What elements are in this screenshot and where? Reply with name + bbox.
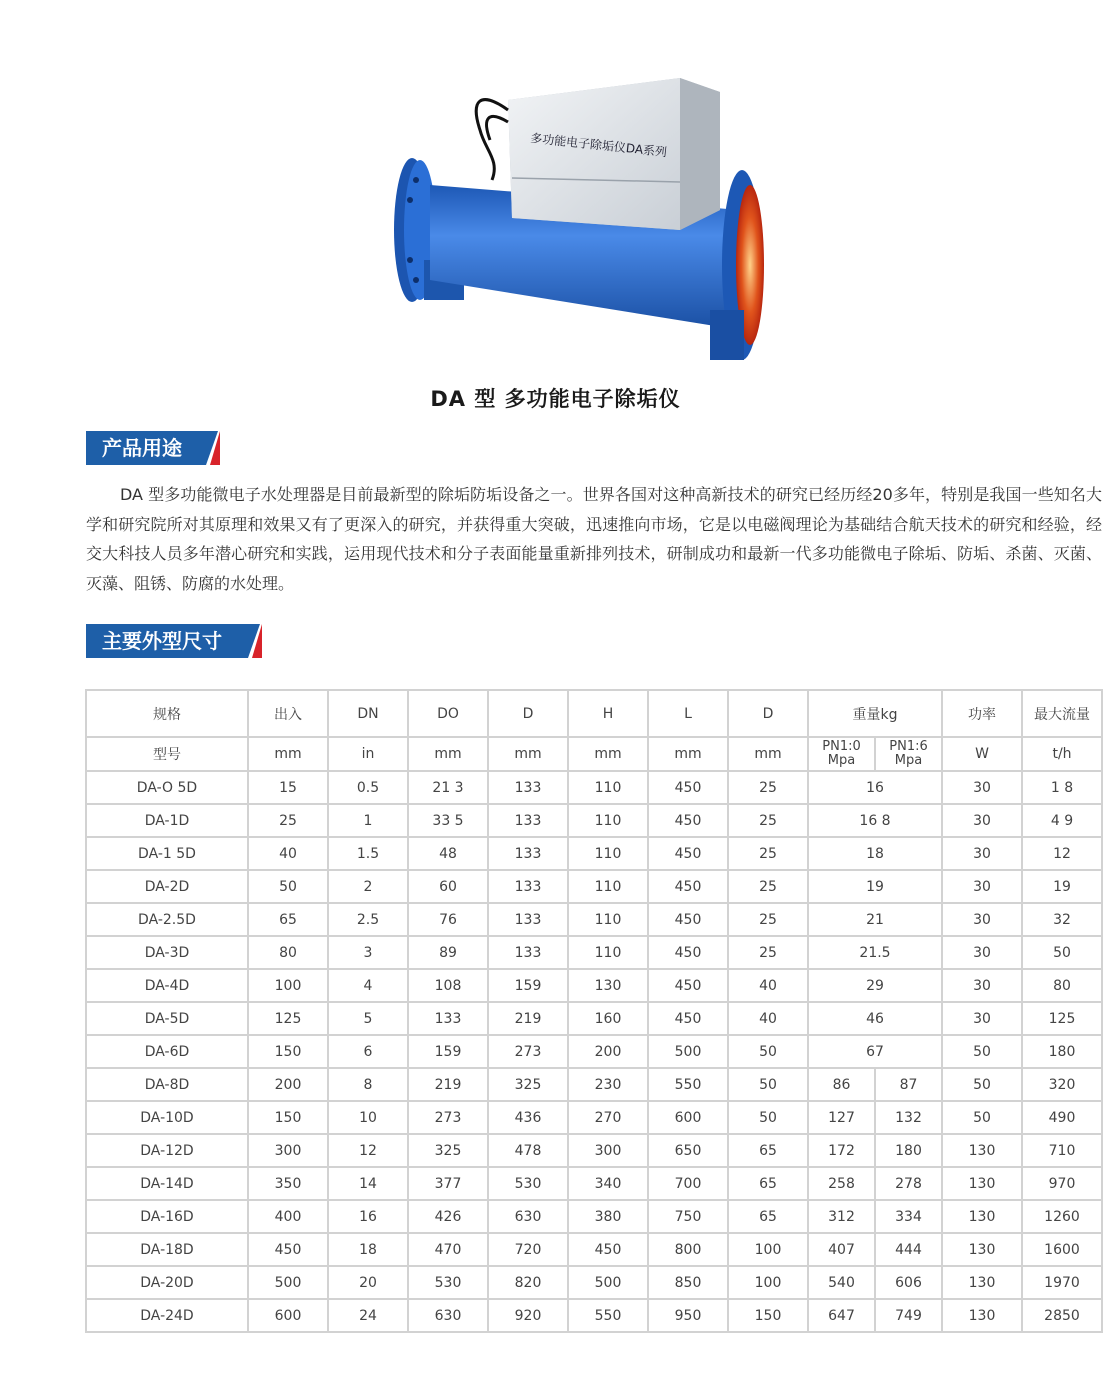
- unit-cell: in: [328, 737, 408, 771]
- header-cell: DN: [328, 690, 408, 737]
- model-cell: DA-24D: [86, 1299, 248, 1332]
- table-cell: 400: [248, 1200, 328, 1233]
- table-cell: 4: [328, 969, 408, 1002]
- model-cell: DA-6D: [86, 1035, 248, 1068]
- table-cell: 30: [942, 771, 1022, 804]
- table-cell: 700: [648, 1167, 728, 1200]
- table-cell: 160: [568, 1002, 648, 1035]
- table-cell: 159: [488, 969, 568, 1002]
- table-cell: 100: [248, 969, 328, 1002]
- product-caption: DA 型 多功能电子除垢仪: [430, 387, 681, 411]
- table-cell: 300: [248, 1134, 328, 1167]
- table-cell: 219: [488, 1002, 568, 1035]
- table-cell: 750: [648, 1200, 728, 1233]
- table-cell: 490: [1022, 1101, 1102, 1134]
- table-cell: 110: [568, 903, 648, 936]
- table-row: [86, 936, 1102, 969]
- table-cell: 450: [648, 870, 728, 903]
- weight-cell: 749: [875, 1299, 942, 1332]
- section-usage-header: [86, 431, 226, 465]
- table-cell: 436: [488, 1101, 568, 1134]
- table-row: [86, 903, 1102, 936]
- table-cell: 820: [488, 1266, 568, 1299]
- accent-red-stripe: [210, 431, 220, 465]
- table-cell: 32: [1022, 903, 1102, 936]
- table-cell: 500: [568, 1266, 648, 1299]
- table-cell: 270: [568, 1101, 648, 1134]
- weight-cell: 16: [808, 771, 942, 804]
- table-cell: 50: [248, 870, 328, 903]
- table-cell: 180: [1022, 1035, 1102, 1068]
- table-cell: 600: [248, 1299, 328, 1332]
- weight-cell: 127: [808, 1101, 875, 1134]
- table-cell: 600: [648, 1101, 728, 1134]
- table-cell: 25: [728, 870, 808, 903]
- table-cell: 133: [488, 936, 568, 969]
- table-cell: 65: [728, 1134, 808, 1167]
- model-cell: DA-10D: [86, 1101, 248, 1134]
- table-cell: 550: [648, 1068, 728, 1101]
- table-cell: 30: [942, 837, 1022, 870]
- table-cell: 450: [648, 936, 728, 969]
- table-cell: 150: [728, 1299, 808, 1332]
- table-row: [86, 1002, 1102, 1035]
- table-cell: 130: [942, 1200, 1022, 1233]
- table-row: [86, 837, 1102, 870]
- weight-cell: 19: [808, 870, 942, 903]
- table-cell: 50: [728, 1101, 808, 1134]
- weight-cell: 407: [808, 1233, 875, 1266]
- table-cell: 450: [648, 771, 728, 804]
- weight-cell: 278: [875, 1167, 942, 1200]
- product-box-label: 多功能电子除垢仪DA系列: [529, 131, 668, 160]
- table-cell: 125: [248, 1002, 328, 1035]
- table-cell: 80: [248, 936, 328, 969]
- section-dims-header: [86, 624, 266, 658]
- table-unit-row: [86, 737, 1102, 771]
- unit-cell: t/h: [1022, 737, 1102, 771]
- table-cell: 478: [488, 1134, 568, 1167]
- unit-cell: mm: [728, 737, 808, 771]
- table-row: [86, 1200, 1102, 1233]
- header-cell: H: [568, 690, 648, 737]
- header-cell-weight: 重量kg: [808, 690, 942, 737]
- weight-cell: 18: [808, 837, 942, 870]
- header-cell: D: [728, 690, 808, 737]
- section-dims-title: 主要外型尺寸: [86, 624, 248, 658]
- table-cell: 1: [328, 804, 408, 837]
- table-cell: 40: [248, 837, 328, 870]
- table-cell: 450: [648, 804, 728, 837]
- table-cell: 110: [568, 771, 648, 804]
- table-cell: 1260: [1022, 1200, 1102, 1233]
- table-row: [86, 771, 1102, 804]
- unit-cell: mm: [488, 737, 568, 771]
- table-cell: 50: [942, 1035, 1022, 1068]
- weight-cell: 87: [875, 1068, 942, 1101]
- table-cell: 50: [728, 1035, 808, 1068]
- table-cell: 500: [648, 1035, 728, 1068]
- table-cell: 18: [328, 1233, 408, 1266]
- table-cell: 89: [408, 936, 488, 969]
- header-cell: 最大流量: [1022, 690, 1102, 737]
- weight-cell: 540: [808, 1266, 875, 1299]
- table-row: [86, 1266, 1102, 1299]
- table-cell: 4 9: [1022, 804, 1102, 837]
- table-cell: 530: [408, 1266, 488, 1299]
- table-cell: 450: [648, 903, 728, 936]
- model-cell: DA-4D: [86, 969, 248, 1002]
- table-cell: 130: [942, 1134, 1022, 1167]
- unit-cell: mm: [248, 737, 328, 771]
- table-cell: 25: [248, 804, 328, 837]
- table-cell: 80: [1022, 969, 1102, 1002]
- header-cell: DO: [408, 690, 488, 737]
- model-cell: DA-18D: [86, 1233, 248, 1266]
- table-cell: 150: [248, 1101, 328, 1134]
- model-cell: DA-1 5D: [86, 837, 248, 870]
- weight-cell: 647: [808, 1299, 875, 1332]
- table-cell: 133: [408, 1002, 488, 1035]
- table-cell: 800: [648, 1233, 728, 1266]
- table-cell: 24: [328, 1299, 408, 1332]
- table-cell: 650: [648, 1134, 728, 1167]
- table-cell: 200: [248, 1068, 328, 1101]
- table-cell: 133: [488, 837, 568, 870]
- table-cell: 2: [328, 870, 408, 903]
- header-cell: L: [648, 690, 728, 737]
- weight-cell: 180: [875, 1134, 942, 1167]
- table-cell: 12: [328, 1134, 408, 1167]
- table-cell: 340: [568, 1167, 648, 1200]
- header-cell: 功率: [942, 690, 1022, 737]
- table-cell: 8: [328, 1068, 408, 1101]
- table-cell: 30: [942, 903, 1022, 936]
- table-cell: 630: [408, 1299, 488, 1332]
- weight-cell: 312: [808, 1200, 875, 1233]
- table-cell: 450: [648, 1002, 728, 1035]
- table-row: [86, 1299, 1102, 1332]
- table-cell: 159: [408, 1035, 488, 1068]
- table-cell: 130: [942, 1167, 1022, 1200]
- table-cell: 30: [942, 1002, 1022, 1035]
- model-cell: DA-O 5D: [86, 771, 248, 804]
- weight-cell: 132: [875, 1101, 942, 1134]
- table-cell: 25: [728, 903, 808, 936]
- table-cell: 273: [488, 1035, 568, 1068]
- table-cell: 20: [328, 1266, 408, 1299]
- weight-cell: 86: [808, 1068, 875, 1101]
- weight-cell: 21: [808, 903, 942, 936]
- table-cell: 110: [568, 870, 648, 903]
- table-cell: 50: [942, 1101, 1022, 1134]
- weight-cell: 67: [808, 1035, 942, 1068]
- table-header-row: [86, 690, 1102, 737]
- table-cell: 10: [328, 1101, 408, 1134]
- table-cell: 40: [728, 1002, 808, 1035]
- table-cell: 60: [408, 870, 488, 903]
- table-cell: 450: [648, 969, 728, 1002]
- table-cell: 970: [1022, 1167, 1102, 1200]
- table-cell: 350: [248, 1167, 328, 1200]
- unit-cell: 型号: [86, 737, 248, 771]
- table-cell: 15: [248, 771, 328, 804]
- table-row: [86, 1101, 1102, 1134]
- table-cell: 12: [1022, 837, 1102, 870]
- model-cell: DA-1D: [86, 804, 248, 837]
- unit-cell-pn16: PN1:6 Mpa: [875, 737, 942, 771]
- table-row: [86, 1233, 1102, 1266]
- model-cell: DA-8D: [86, 1068, 248, 1101]
- table-cell: 25: [728, 771, 808, 804]
- table-cell: 100: [728, 1233, 808, 1266]
- table-cell: 30: [942, 870, 1022, 903]
- model-cell: DA-20D: [86, 1266, 248, 1299]
- table-row: [86, 804, 1102, 837]
- table-cell: 273: [408, 1101, 488, 1134]
- weight-cell: 444: [875, 1233, 942, 1266]
- table-cell: 630: [488, 1200, 568, 1233]
- table-cell: 377: [408, 1167, 488, 1200]
- table-cell: 25: [728, 837, 808, 870]
- table-cell: 21 3: [408, 771, 488, 804]
- table-cell: 200: [568, 1035, 648, 1068]
- unit-cell: mm: [648, 737, 728, 771]
- table-cell: 65: [728, 1200, 808, 1233]
- weight-cell: 21.5: [808, 936, 942, 969]
- table-cell: 450: [248, 1233, 328, 1266]
- table-cell: 65: [248, 903, 328, 936]
- table-cell: 1 8: [1022, 771, 1102, 804]
- table-cell: 150: [248, 1035, 328, 1068]
- table-cell: 50: [728, 1068, 808, 1101]
- table-row: [86, 1068, 1102, 1101]
- spec-table: [85, 689, 1103, 1333]
- unit-cell: W: [942, 737, 1022, 771]
- table-cell: 110: [568, 837, 648, 870]
- model-cell: DA-3D: [86, 936, 248, 969]
- table-cell: 19: [1022, 870, 1102, 903]
- table-cell: 133: [488, 903, 568, 936]
- table-cell: 3: [328, 936, 408, 969]
- weight-cell: 334: [875, 1200, 942, 1233]
- table-cell: 380: [568, 1200, 648, 1233]
- table-row: [86, 1035, 1102, 1068]
- table-cell: 65: [728, 1167, 808, 1200]
- table-cell: 110: [568, 936, 648, 969]
- table-cell: 920: [488, 1299, 568, 1332]
- table-cell: 130: [568, 969, 648, 1002]
- table-cell: 320: [1022, 1068, 1102, 1101]
- accent-red-stripe: [252, 624, 262, 658]
- table-cell: 950: [648, 1299, 728, 1332]
- header-cell: 出入: [248, 690, 328, 737]
- table-cell: 50: [942, 1068, 1022, 1101]
- weight-cell: 606: [875, 1266, 942, 1299]
- weight-cell: 258: [808, 1167, 875, 1200]
- table-cell: 30: [942, 969, 1022, 1002]
- table-cell: 130: [942, 1299, 1022, 1332]
- table-cell: 40: [728, 969, 808, 1002]
- table-cell: 230: [568, 1068, 648, 1101]
- table-cell: 325: [408, 1134, 488, 1167]
- product-image: [380, 70, 780, 370]
- usage-paragraph: DA 型多功能微电子水处理器是目前最新型的除垢防垢设备之一。世界各国对这种高新技术的研究已经历经20多年，特别是我国一些知名大学和研究院所对其原理和效果又有了更深入的研究，并获得重大突破，迅速推向市场，它是以电磁阀理论为基础结合航天技术的研究和经验，经交大科技人员多年潜心研究和实践，运用现代技术和分子表面能量重新排列技术，研制成功和最新一代多功能微电子除垢、防垢、杀菌、灭菌、灭藻、阻锈、防腐的水处理。: [86, 485, 1102, 593]
- weight-cell: 29: [808, 969, 942, 1002]
- table-cell: 133: [488, 804, 568, 837]
- table-cell: 219: [408, 1068, 488, 1101]
- model-cell: DA-2.5D: [86, 903, 248, 936]
- model-cell: DA-16D: [86, 1200, 248, 1233]
- table-cell: 108: [408, 969, 488, 1002]
- header-cell: 规格: [86, 690, 248, 737]
- table-cell: 550: [568, 1299, 648, 1332]
- table-cell: 850: [648, 1266, 728, 1299]
- table-cell: 6: [328, 1035, 408, 1068]
- header-cell: D: [488, 690, 568, 737]
- table-cell: 50: [1022, 936, 1102, 969]
- table-cell: 2.5: [328, 903, 408, 936]
- model-cell: DA-5D: [86, 1002, 248, 1035]
- table-cell: 300: [568, 1134, 648, 1167]
- table-row: [86, 1167, 1102, 1200]
- weight-cell: 46: [808, 1002, 942, 1035]
- table-cell: 1970: [1022, 1266, 1102, 1299]
- table-cell: 100: [728, 1266, 808, 1299]
- table-cell: 25: [728, 936, 808, 969]
- unit-cell: mm: [568, 737, 648, 771]
- table-cell: 1.5: [328, 837, 408, 870]
- table-cell: 130: [942, 1266, 1022, 1299]
- table-cell: 133: [488, 870, 568, 903]
- table-row: [86, 969, 1102, 1002]
- unit-cell: mm: [408, 737, 488, 771]
- table-cell: 530: [488, 1167, 568, 1200]
- table-cell: 710: [1022, 1134, 1102, 1167]
- table-cell: 25: [728, 804, 808, 837]
- table-cell: 133: [488, 771, 568, 804]
- section-usage-title: 产品用途: [86, 431, 206, 465]
- table-cell: 720: [488, 1233, 568, 1266]
- table-cell: 2850: [1022, 1299, 1102, 1332]
- table-cell: 30: [942, 804, 1022, 837]
- table-cell: 33 5: [408, 804, 488, 837]
- table-cell: 1600: [1022, 1233, 1102, 1266]
- model-cell: DA-12D: [86, 1134, 248, 1167]
- weight-cell: 16 8: [808, 804, 942, 837]
- model-cell: DA-2D: [86, 870, 248, 903]
- table-cell: 14: [328, 1167, 408, 1200]
- table-cell: 470: [408, 1233, 488, 1266]
- unit-cell-pn10: PN1:0 Mpa: [808, 737, 875, 771]
- table-cell: 450: [568, 1233, 648, 1266]
- table-cell: 16: [328, 1200, 408, 1233]
- table-cell: 125: [1022, 1002, 1102, 1035]
- table-cell: 0.5: [328, 771, 408, 804]
- model-cell: DA-14D: [86, 1167, 248, 1200]
- table-cell: 48: [408, 837, 488, 870]
- table-cell: 30: [942, 936, 1022, 969]
- table-cell: 130: [942, 1233, 1022, 1266]
- table-cell: 426: [408, 1200, 488, 1233]
- weight-cell: 172: [808, 1134, 875, 1167]
- table-cell: 5: [328, 1002, 408, 1035]
- table-row: [86, 870, 1102, 903]
- table-cell: 450: [648, 837, 728, 870]
- table-cell: 500: [248, 1266, 328, 1299]
- table-cell: 76: [408, 903, 488, 936]
- table-row: [86, 1134, 1102, 1167]
- table-cell: 110: [568, 804, 648, 837]
- table-cell: 325: [488, 1068, 568, 1101]
